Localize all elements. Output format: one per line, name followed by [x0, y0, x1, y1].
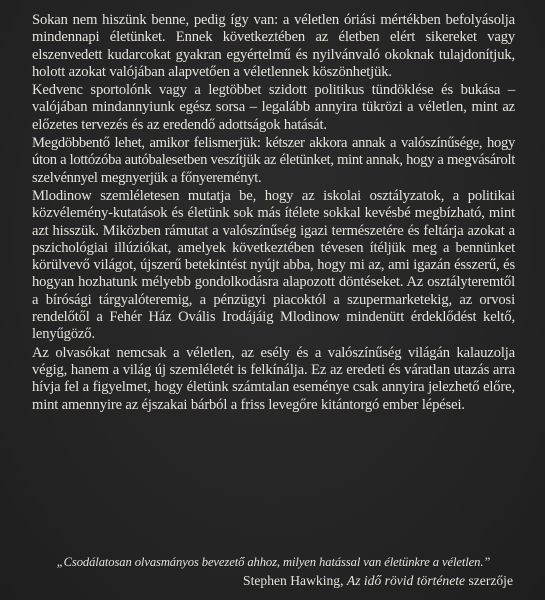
blurb-paragraph-3: Megdöbbentő lehet, amikor felismerjük: kétszer akkora annak a valószínűsége, hogy úton a lottózóba autóbalesetben veszítjük az életünket, mint annak, hogy a megvásárolt szelvénnyel megnyerjük a főnyereményt.	[32, 135, 515, 186]
quote-attribution	[32, 572, 515, 589]
quote-author: Stephen Hawking,	[243, 573, 344, 588]
quote-book-title: Az idő rövid története	[346, 573, 466, 588]
blurb-paragraph-4: Mlodinow szemléletesen mutatja be, hogy az iskolai osztályzatok, a politikai közvélemény-kutatások és életünk sok más ítélete sokkal kevésbé megbízható, mint azt hisszük. Miközben rámutat a valószínűség igazi természetére és feltárja azokat a pszichológiai illúziókat, amelyek következtében tévesen ítéljük meg a bennünket körülvevő világot, újszerű betekintést nyújt abba, hogy mi az, ami igazán ésszerű, és hogyan hozhatunk mélyebb gondolkodásra alapozott döntéseket. Az osztályteremtől a bírósági tárgyalóteremig, a pénzügyi piacoktól a szupermarketekig, az orvosi rendelőtől a Fehér Ház Ovális Irodájáig Mlodinow mindenütt érdeklődést keltő, lenyűgöző.	[32, 187, 515, 343]
endorsement-quote	[32, 554, 515, 589]
blurb-paragraph-1: Sokan nem hiszünk benne, pedig így van: a véletlen óriási mértékben befolyásolja mindennapi életünket. Ennek következtében az életben elért sikereket vagy elszenvedett kudarcokat gyakran egyértelmű és nyilvánvaló okoknak tulajdonítjuk, holott azokat valójában alapvetően a véletlennek köszönhetjük.	[32, 12, 515, 80]
quote-author-suffix: szerzője	[468, 573, 513, 588]
blurb-paragraph-5: Az olvasókat nemcsak a véletlen, az esély és a valószínűség világán kalauzolja végig, hanem a világ új szemléletét is felkínálja. Ez az eredeti és váratlan utazás arra hívja fel a figyelmet, hogy életünk számtalan eseménye csak annyira jelezhető előre, mint amennyire az éjszakai bárból a friss levegőre kitántorgó ember lépései.	[32, 344, 515, 413]
blurb-paragraph-2: Kedvenc sportolónk vagy a legtöbbet szidott politikus tündöklése és bukása – valójában mindannyiunk egész sorsa – legalább annyira tükrözi a véletlen, mint az előzetes tervezés és az eredendő adottságok hatását.	[32, 82, 515, 133]
quote-text: „Csodálatosan olvasmányos bevezető ahhoz, milyen hatással van életünkre a véletlen.”	[56, 555, 491, 569]
blurb-text	[32, 12, 515, 414]
